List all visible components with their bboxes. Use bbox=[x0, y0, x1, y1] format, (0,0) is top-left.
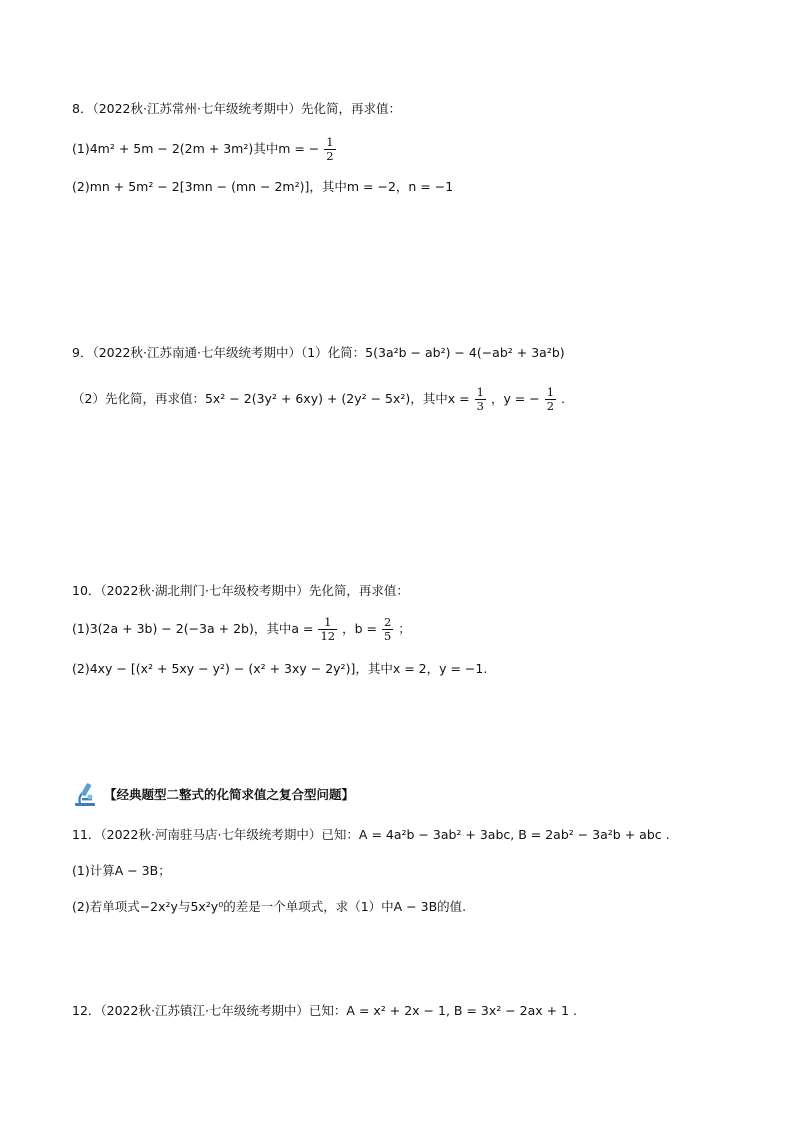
q8-heading: 8．（2022秋·江苏常州·七年级统考期中）先化简，再求值： bbox=[72, 101, 401, 116]
q10-heading: 10．（2022秋·湖北荆门·七年级校考期中）先化简，再求值： bbox=[72, 583, 409, 598]
q10-part1-end: ； bbox=[398, 621, 411, 636]
q10-a-num: 1 bbox=[324, 615, 332, 629]
q8-part1 bbox=[72, 136, 337, 163]
q9-y-den: 2 bbox=[546, 399, 555, 413]
q8-part1-expr: (1)4m² + 5m − 2(2m + 3m²)其中m = − bbox=[72, 141, 320, 156]
q10-a-den: 12 bbox=[320, 629, 336, 643]
section-title: 【经典题型二整式的化简求值之复合型问题】 bbox=[104, 787, 355, 802]
q9-x-fraction bbox=[475, 386, 486, 413]
q12-heading: 12．（2022秋·江苏镇江·七年级统考期中）已知：A = x² + 2x − 1, B = 3x² − 2ax + 1 . bbox=[72, 1003, 577, 1018]
q9-y-num: 1 bbox=[546, 385, 555, 399]
q10-b-den: 5 bbox=[383, 629, 392, 643]
q9-x-den: 3 bbox=[476, 399, 484, 413]
q10-part1 bbox=[72, 616, 411, 643]
q9-part2 bbox=[72, 386, 565, 413]
q10-part1-expr: (1)3(2a + 3b) − 2(−3a + 2b)，其中a = bbox=[72, 621, 314, 636]
q10-b-num: 2 bbox=[383, 615, 392, 629]
q9-part2-expr: （2）先化简，再求值：5x² − 2(3y² + 6xy) + (2y² − 5x²)，其中x = bbox=[72, 391, 470, 406]
q11-heading: 11．（2022秋·河南驻马店·七年级统考期中）已知：A = 4a²b − 3ab² + 3abc, B = 2ab² − 3a²b + abc . bbox=[72, 827, 670, 842]
q8-part2: (2)mn + 5m² − 2[3mn − (mn − 2m²)]，其中m = −2，n = −1 bbox=[72, 179, 454, 194]
section-heading bbox=[72, 780, 354, 808]
q10-part2: (2)4xy − [(x² + 5xy − y²) − (x² + 3xy − 2y²)]，其中x = 2，y = −1. bbox=[72, 661, 488, 676]
q10-a-fraction bbox=[318, 616, 337, 643]
q9-heading: 9．（2022秋·江苏南通·七年级统考期中）（1）化简：5(3a²b − ab²) − 4(−ab² + 3a²b) bbox=[72, 345, 565, 360]
q9-y-fraction bbox=[545, 386, 556, 413]
q9-end: . bbox=[561, 391, 566, 406]
q10-b-fraction bbox=[382, 616, 393, 643]
microscope-icon bbox=[72, 780, 100, 808]
q11-part1: (1)计算A − 3B； bbox=[72, 863, 171, 878]
q8-part1-frac-den: 2 bbox=[326, 149, 334, 163]
q11-part2: (2)若单项式−2x²y与5x²y⁰的差是一个单项式，求（1）中A − 3B的值. bbox=[72, 899, 467, 914]
q9-y-prefix: ，y = − bbox=[490, 391, 540, 406]
q8-part1-fraction bbox=[324, 136, 335, 163]
q9-x-num: 1 bbox=[476, 385, 484, 399]
q10-b-prefix: ，b = bbox=[342, 621, 377, 636]
q8-part1-frac-num: 1 bbox=[326, 135, 334, 149]
